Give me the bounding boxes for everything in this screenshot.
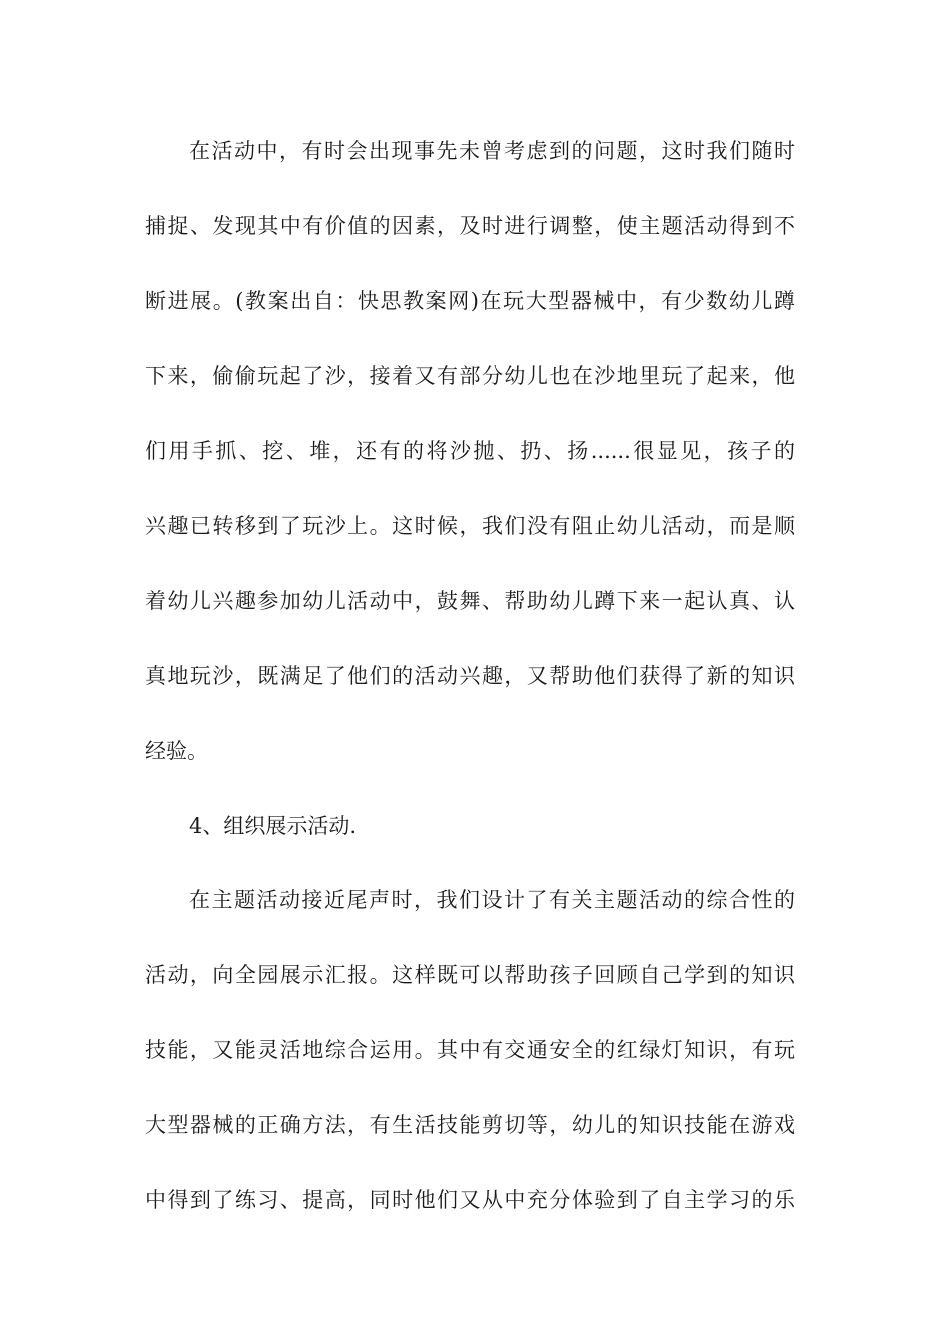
paragraph-3-line-2: 活动，向全园展示汇报。这样既可以帮助孩子回顾自己学到的知识: [145, 963, 795, 987]
paragraph-1-line-3: 断进展。(教案出自：快思教案网)在玩大型器械中，有少数幼儿蹲: [145, 289, 795, 313]
paragraph-1-line-2: 捕捉、发现其中有价值的因素，及时进行调整，使主题活动得到不: [145, 214, 795, 238]
paragraph-3-line-4: 大型器械的正确方法，有生活技能剪切等，幼儿的知识技能在游戏: [145, 1113, 795, 1137]
paragraph-3-line-1: 在主题活动接近尾声时，我们设计了有关主题活动的综合性的: [189, 888, 795, 912]
paragraph-1-line-9: 经验。: [145, 739, 208, 763]
section-heading: 4、组织展示活动.: [189, 814, 357, 838]
paragraph-3-line-3: 技能，又能灵活地综合运用。其中有交通安全的红绿灯知识，有玩: [145, 1038, 795, 1062]
paragraph-1-line-6: 兴趣已转移到了玩沙上。这时候，我们没有阻止幼儿活动，而是顺: [145, 514, 795, 538]
paragraph-1-line-1: 在活动中，有时会出现事先未曾考虑到的问题，这时我们随时: [189, 139, 795, 163]
paragraph-1-line-7: 着幼儿兴趣参加幼儿活动中，鼓舞、帮助幼儿蹲下来一起认真、认: [145, 589, 795, 613]
paragraph-1-line-8: 真地玩沙，既满足了他们的活动兴趣，又帮助他们获得了新的知识: [145, 664, 795, 688]
paragraph-3-line-5: 中得到了练习、提高，同时他们又从中充分体验到了自主学习的乐: [145, 1188, 795, 1212]
paragraph-1-line-4: 下来，偷偷玩起了沙，接着又有部分幼儿也在沙地里玩了起来，他: [145, 364, 795, 388]
paragraph-1-line-5: 们用手抓、挖、堆，还有的将沙抛、扔、扬......很显见，孩子的: [145, 439, 795, 463]
